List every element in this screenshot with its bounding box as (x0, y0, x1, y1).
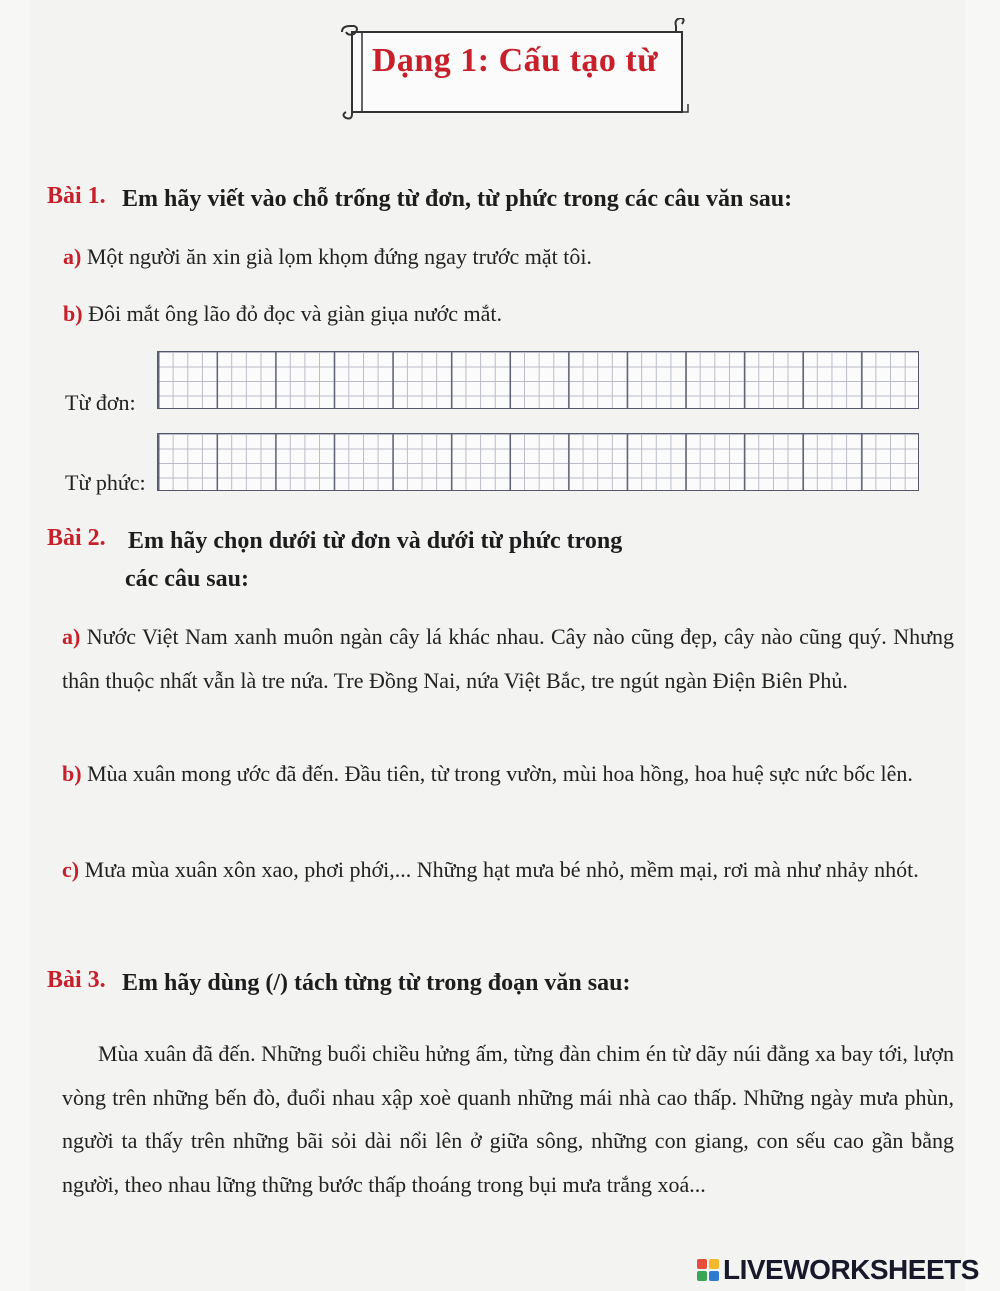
bai3-label: Bài 3. (47, 967, 106, 993)
item-text: Đôi mắt ông lão đỏ đọc và giàn giụa nước mắt. (88, 301, 503, 326)
title-banner (340, 18, 690, 120)
item-text: Mùa xuân mong ước đã đến. Đầu tiên, từ trong vườn, mùi hoa hồng, hoa huệ sực nức bốc lên. (87, 761, 913, 786)
page-title: Dạng 1: Cấu tạo từ (371, 42, 659, 79)
bai3-prompt: Em hãy dùng (/) tách từng từ trong đoạn văn sau: (122, 970, 631, 996)
item-letter: b) (63, 301, 83, 326)
item-letter: c) (62, 857, 80, 882)
tu-phuc-answer-grid[interactable] (157, 433, 919, 491)
tu-don-label: Từ đơn: (65, 390, 136, 415)
item-text: Nước Việt Nam xanh muôn ngàn cây lá khác nhau. Cây nào cũng đẹp, cây nào cũng quý. Nhưng thân thuộc nhất vẫn là tre nứa. Tre Đồng Nai, nứa Việt Bắc, tre ngút ngàn Điện Biên Phủ. (62, 624, 955, 693)
tu-don-answer-grid[interactable] (157, 351, 919, 409)
bai2-prompt-line1: Em hãy chọn dưới từ đơn và dưới từ phức trong (128, 528, 623, 554)
bai2-prompt-line2: các câu sau: (125, 566, 249, 592)
bai2-item-b (62, 752, 954, 796)
item-letter: b) (62, 761, 82, 786)
bai1-item-a (63, 235, 592, 278)
item-letter: a) (62, 624, 81, 649)
bai2-label: Bài 2. (47, 525, 106, 551)
item-text: Một người ăn xin già lọm khọm đứng ngay trước mặt tôi. (86, 244, 592, 269)
watermark-text: LIVEWORKSHEETS (723, 1254, 979, 1285)
liveworksheets-watermark (697, 1255, 979, 1285)
bai2-item-c (62, 848, 954, 892)
liveworksheets-logo-icon (697, 1259, 719, 1281)
item-text: Mưa mùa xuân xôn xao, phơi phới,... Những hạt mưa bé nhỏ, mềm mại, rơi mà như nhảy nhót. (84, 857, 919, 882)
bai1-prompt: Em hãy viết vào chỗ trống từ đơn, từ phức trong các câu văn sau: (122, 186, 793, 212)
bai3-paragraph: Mùa xuân đã đến. Những buổi chiều hửng ấm, từng đàn chim én từ dãy núi đằng xa bay tới, lượn vòng trên những bến đò, đuổi nhau xập xoè quanh những mái nhà cao thấp. Những ngày mưa phùn, người ta thấy trên những bãi sỏi dài nổi lên ở giữa sông, những con giang, con sếu cao gần bằng người, theo nhau lững thững bước thấp thoáng trong bụi mưa trắng xoá... (62, 1041, 954, 1197)
tu-phuc-label: Từ phức: (65, 470, 146, 495)
bai1-item-b (63, 292, 502, 335)
item-letter: a) (63, 244, 82, 269)
bai1-label: Bài 1. (47, 183, 106, 209)
bai2-item-a (62, 615, 954, 702)
